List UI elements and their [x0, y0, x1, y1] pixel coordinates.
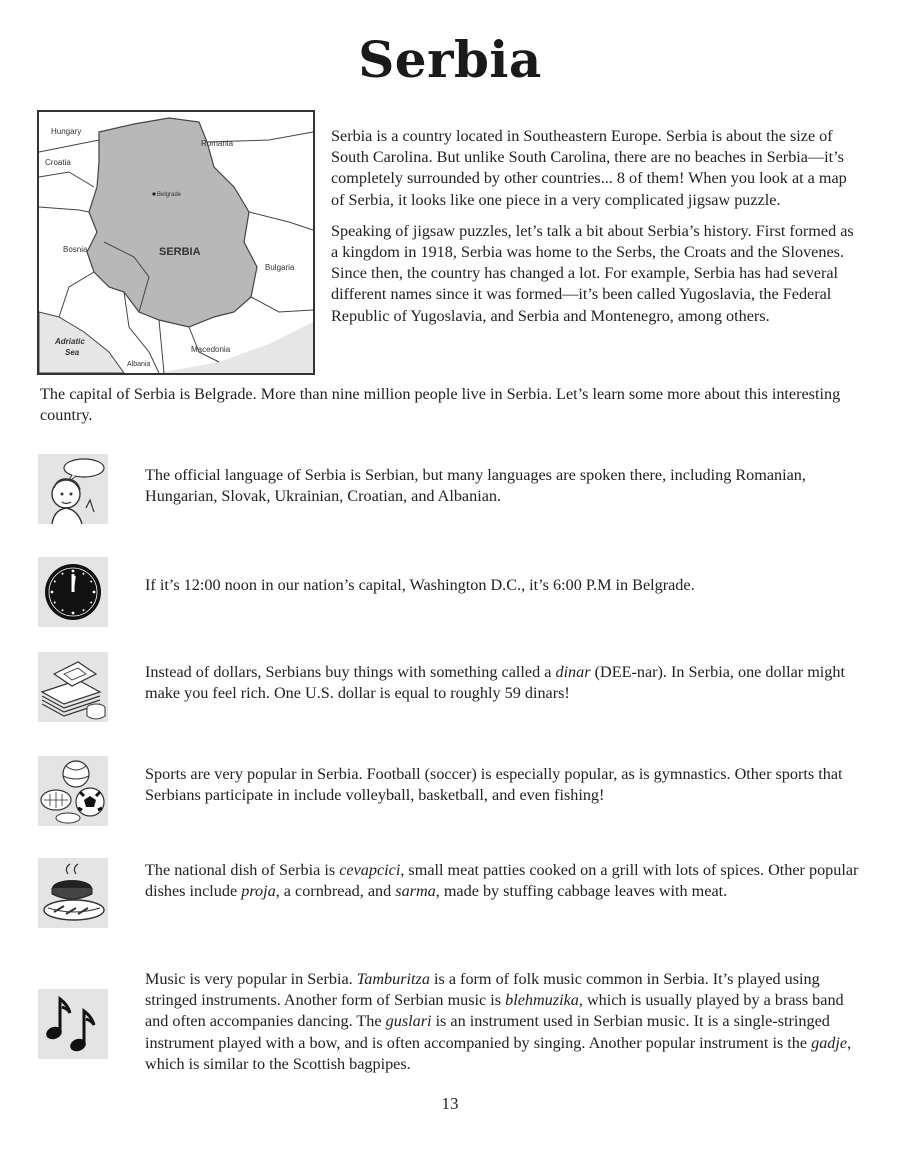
fact-food-text	[145, 860, 863, 902]
intro-text	[331, 126, 856, 337]
fact-food-text-part: The national dish of Serbia is	[145, 861, 340, 879]
fact-music-term: guslari	[385, 1012, 432, 1031]
fact-music-term: gadje	[811, 1033, 848, 1052]
fact-music-text-part: is an instrument used in Serbian music. It is a single-stringed instrument played with a bow, and is often accompanied by singing. Another popular instrument is the	[145, 1012, 830, 1052]
map-label-albania: Albania	[127, 361, 151, 368]
capital-paragraph: The capital of Serbia is Belgrade. More than nine million people live in Serbia. Let’s learn some more about this interesting country.	[40, 385, 841, 425]
fact-food-term: proja	[241, 882, 276, 901]
fact-sports-text: Sports are very popular in Serbia. Football (soccer) is especially popular, as is gymnastics. Other sports that Serbians participate in include volleyball, basketball, and even fishing!	[145, 765, 843, 805]
map-label-croatia: Croatia	[45, 158, 71, 167]
map-belgrade-dot	[152, 192, 155, 195]
fact-time-text: If it’s 12:00 noon in our nation’s capital, Washington D.C., it’s 6:00 P.M in Belgrade.	[145, 576, 695, 594]
fact-food-text-part: , a cornbread, and	[275, 882, 396, 901]
fact-food-text-part: , small meat patties cooked on a grill with lots of spices. Other popular dishes include	[145, 861, 859, 901]
fact-money-text	[145, 662, 863, 704]
map-label-adriatic: Adriatic	[55, 337, 85, 346]
fact-music-text-part: is a form of folk music common in Serbia. It’s played using stringed instruments. Another form of Serbian music is	[145, 970, 820, 1010]
music-notes-icon	[38, 989, 108, 1059]
map-label-belgrade: Belgrade	[157, 192, 182, 198]
fact-music-text-part: Music is very popular in Serbia.	[145, 970, 357, 988]
fact-food-text-part: , made by stuffing cabbage leaves with meat.	[435, 882, 728, 901]
map-label-macedonia: Macedonia	[191, 345, 231, 354]
fact-music-term: blehmuzika	[505, 991, 579, 1010]
map-graphic	[39, 112, 313, 373]
map-label-sea: Sea	[65, 348, 80, 357]
map-label-serbia: SERBIA	[159, 246, 201, 258]
intro-paragraph-1: Serbia is a country located in Southeastern Europe. Serbia is about the size of South Carolina. But unlike South Carolina, there are no beaches in Serbia—it’s completely surrounded by other countries... 8 of them! When you look at a map of Serbia, it looks like one piece in a very complicated jigsaw puzzle.	[331, 127, 847, 209]
food-dish-icon	[38, 858, 108, 928]
fact-music-text-part: , which is usually played by a brass band and often accompanies dancing. The	[145, 991, 844, 1031]
map-label-bulgaria: Bulgaria	[265, 263, 295, 272]
map-label-hungary: Hungary	[51, 127, 82, 136]
sports-balls-icon	[38, 756, 108, 826]
clock-icon	[38, 557, 108, 627]
money-icon	[38, 652, 108, 722]
fact-music-text-part: , which is similar to the Scottish bagpipes.	[145, 1033, 852, 1073]
fact-money-term-dinar: dinar	[555, 663, 591, 681]
fact-food-term: sarma	[395, 882, 436, 901]
fact-language-text: The official language of Serbia is Serbian, but many languages are spoken there, including Romanian, Hungarian, Slovak, Ukrainian, Croatian, and Albanian.	[145, 466, 806, 506]
fact-food-term: cevapcici	[339, 861, 401, 879]
speaking-person-icon	[38, 454, 108, 524]
intro-paragraph-2: Speaking of jigsaw puzzles, let’s talk a bit about Serbia’s history. First formed as a kingdom in 1918, Serbia was home to the Serbs, the Croats and the Slovenes. Since then, the country has changed a lot. For example, Serbia has had several different names since it was formed—it’s been called Yugoslavia, the Federal Republic of Yugoslavia, and Serbia and Montenegro, among others.	[331, 221, 854, 325]
page-number: 13	[441, 1094, 459, 1113]
map-label-romania: Romania	[201, 139, 234, 148]
fact-music-text	[145, 969, 863, 1075]
fact-music-term: Tamburitza	[356, 970, 430, 988]
fact-money-text-part: Instead of dollars, Serbians buy things with something called a	[145, 663, 556, 681]
fact-money-text-part: (DEE-nar). In Serbia, one dollar might make you feel rich. One U.S. dollar is equal to roughly 59 dinars!	[145, 663, 845, 703]
page-title: Serbia	[358, 30, 542, 89]
map-label-bosnia: Bosnia	[63, 245, 88, 254]
serbia-map	[37, 110, 315, 375]
